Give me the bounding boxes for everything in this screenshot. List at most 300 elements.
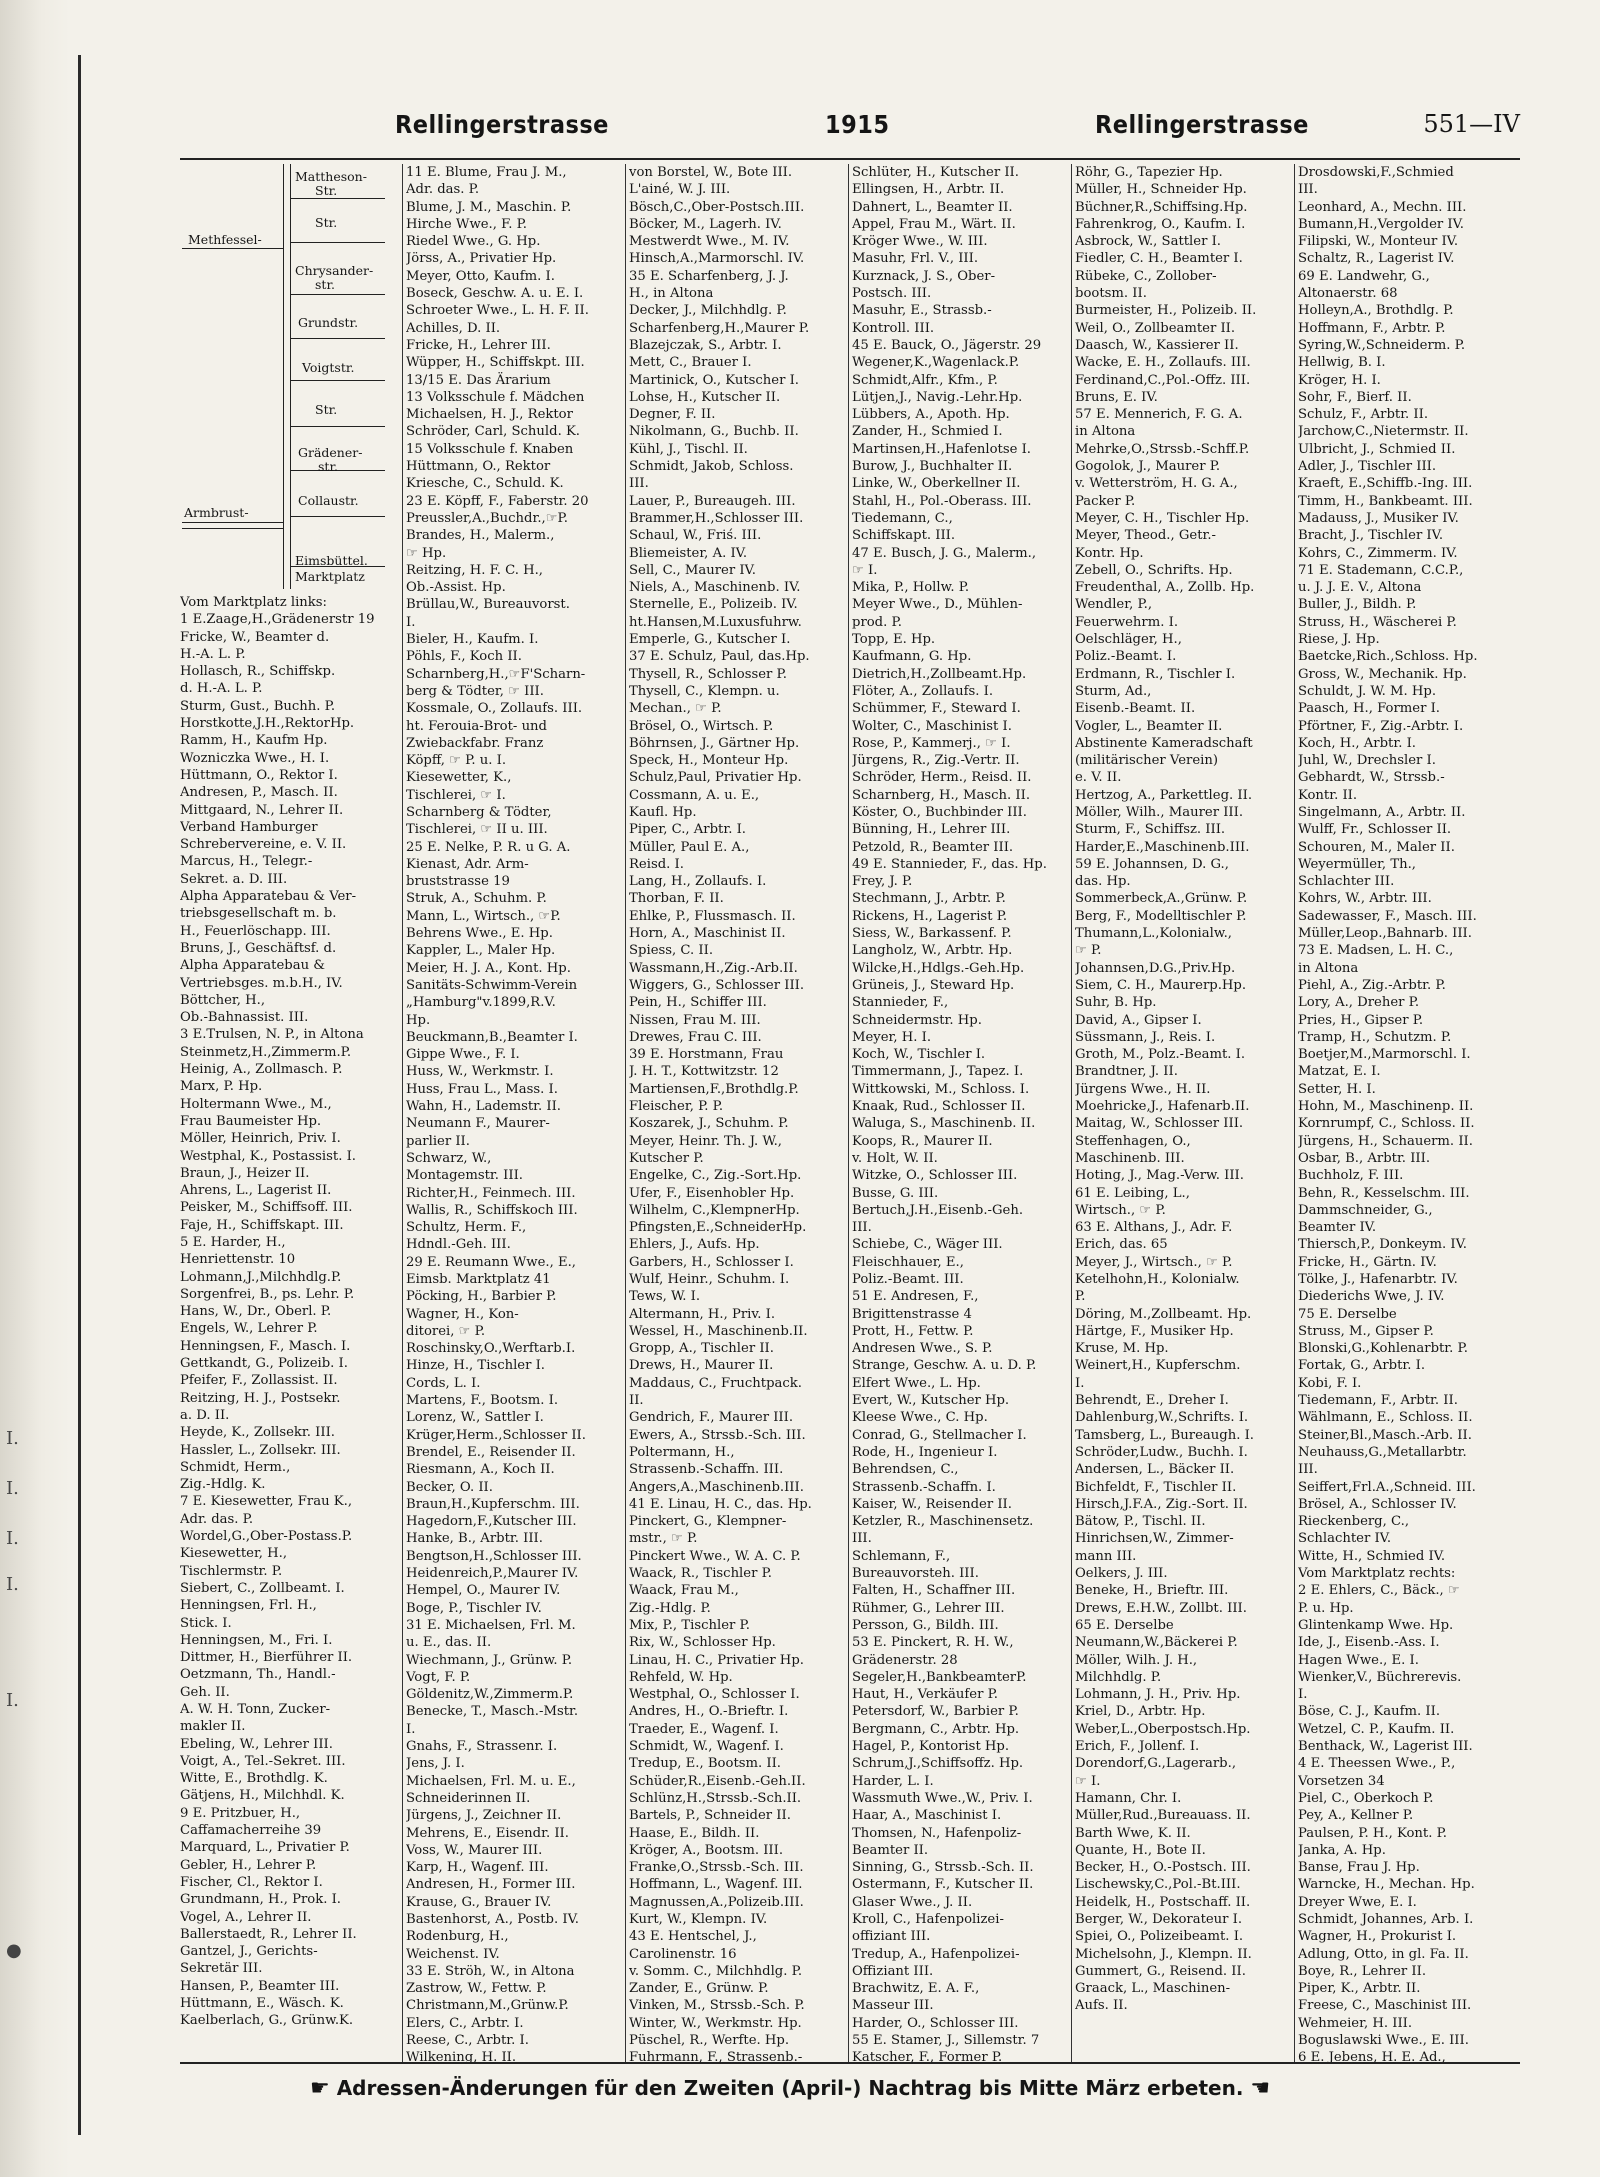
directory-entry-line: Schuldt, J. W. M. Hp. xyxy=(1298,683,1437,699)
header-year: 1915 xyxy=(825,110,890,139)
directory-entry-line: Ferdinand,C.,Pol.-Offz. III. xyxy=(1075,372,1251,388)
directory-entry-line: Gätjens, H., Milchhdl. K. xyxy=(180,1788,345,1804)
directory-entry-line: in Altona xyxy=(1075,424,1136,440)
directory-entry-line: Kriel, D., Arbtr. Hp. xyxy=(1075,1704,1206,1720)
directory-entry-line: Gogolok, J., Maurer P. xyxy=(1075,459,1221,475)
directory-entry-line: Harder, L. I. xyxy=(852,1773,934,1789)
directory-entry-line: Drews, H., Maurer II. xyxy=(629,1358,774,1374)
directory-entry-line: 73 E. Madsen, L. H. C., xyxy=(1298,943,1454,959)
directory-entry-line: 13/15 E. Das Ärarium xyxy=(406,372,551,388)
directory-entry-line: 11 E. Blume, Frau J. M., xyxy=(406,165,567,180)
directory-entry-line: Rode, H., Ingenieur I. xyxy=(852,1444,998,1460)
directory-entry-line: Püschel, R., Werfte. Hp. xyxy=(629,2033,790,2049)
directory-entry-line: Drewes, Frau C. III. xyxy=(629,1029,762,1045)
directory-entry-line: Wassmann,H.,Zig.-Arb.II. xyxy=(629,960,798,976)
directory-entry-line: Schaltz, R., Lagerist IV. xyxy=(1298,251,1455,267)
directory-entry-line: Böcker, M., Lagerh. IV. xyxy=(629,216,782,232)
directory-entry-line: Fiedler, C. H., Beamter I. xyxy=(1075,251,1243,267)
directory-entry-line: Achilles, D. II. xyxy=(406,320,501,336)
directory-entry-line: Steinmetz,H.,Zimmerm.P. xyxy=(180,1044,352,1060)
directory-entry-line: Drews, E.H.W., Zollbt. III. xyxy=(1075,1600,1247,1616)
directory-entry-line: Mechan., ☞ P. xyxy=(629,701,722,717)
directory-entry-line: Degner, F. II. xyxy=(629,407,716,423)
directory-entry-line: Zig.-Hdlg. P. xyxy=(629,1600,711,1616)
directory-entry-line: 35 E. Scharfenberg, J. J. xyxy=(629,268,789,284)
directory-entry-line: Jürgens Wwe., H. II. xyxy=(1075,1081,1211,1097)
directory-entry-line: Caffamacherreihe 39 xyxy=(180,1823,322,1839)
directory-entry-line: Poliz.-Beamt. I. xyxy=(1075,649,1177,665)
directory-entry-line: Schmidt, Jakob, Schloss. xyxy=(629,459,794,475)
directory-entry-line: Rühmer, G., Lehrer III. xyxy=(852,1600,1005,1616)
directory-entry-line: Bumann,H.,Vergolder IV. xyxy=(1298,216,1464,232)
directory-entry-line: Tölke, J., Hafenarbtr. IV. xyxy=(1298,1272,1458,1287)
directory-entry-line: Daasch, W., Kassierer II. xyxy=(1075,337,1239,353)
directory-entry-line: Behrens Wwe., E. Hp. xyxy=(406,926,553,942)
directory-entry-line: Böse, C. J., Kaufm. II. xyxy=(1298,1704,1441,1720)
directory-entry-line: Schüder,R.,Eisenb.-Geh.II. xyxy=(629,1773,806,1789)
directory-entry-line: Stick. I. xyxy=(180,1615,232,1631)
directory-entry-line: Kröger, A., Bootsm. III. xyxy=(629,1842,784,1858)
directory-entry-line: Lütjen,J., Navig.-Lehr.Hp. xyxy=(852,389,1023,405)
directory-entry-line: Thiersch,P., Donkeym. IV. xyxy=(1298,1237,1467,1253)
directory-entry-line: Böttcher, H., xyxy=(180,992,266,1008)
directory-entry-line: Kornrumpf, C., Schloss. II. xyxy=(1298,1116,1475,1132)
pointing-hand-icon: ☛ xyxy=(310,2076,330,2101)
directory-entry-line: J. H. T., Kottwitzstr. 12 xyxy=(629,1064,779,1080)
directory-entry-line: Angers,A.,Maschinenb.III. xyxy=(629,1479,804,1495)
directory-entry-line: Pinckert Wwe., W. A. C. P. xyxy=(629,1548,801,1564)
directory-entry-line: Pein, H., Schiffer III. xyxy=(629,995,767,1011)
directory-entry-line: Kurt, W., Klempn. IV. xyxy=(629,1911,768,1927)
directory-entry-line: Kurznack, J. S., Ober- xyxy=(852,268,996,284)
directory-entry-line: Göldenitz,W.,Zimmerm.P. xyxy=(406,1687,574,1703)
directory-entry-line: Seiffert,Frl.A.,Schneid. III. xyxy=(1298,1479,1476,1495)
directory-entry-line: Brösel, O., Wirtsch. P. xyxy=(629,718,774,734)
street-map xyxy=(180,164,402,594)
directory-entry-line: Topp, E. Hp. xyxy=(852,632,936,648)
directory-entry-line: Hagel, P., Kontorist Hp. xyxy=(852,1739,1010,1755)
directory-entry-line: Hagen Wwe., E. I. xyxy=(1298,1652,1419,1668)
directory-entry-line: Ufer, F., Eisenhobler Hp. xyxy=(629,1185,795,1201)
directory-entry-line: Schneidermstr. Hp. xyxy=(852,1012,982,1028)
directory-entry-line: Richter,H., Feinmech. III. xyxy=(406,1185,576,1201)
directory-entry-line: Ostermann, F., Kutscher II. xyxy=(852,1877,1034,1893)
directory-entry-line: Thysell, R., Schlosser P. xyxy=(629,666,787,682)
directory-entry-line: I. xyxy=(1075,1375,1085,1391)
directory-entry-line: Schulz, F., Arbtr. II. xyxy=(1298,407,1429,423)
directory-entry-line: Erich, F., Jollenf. I. xyxy=(1075,1739,1200,1755)
directory-entry-line: Vinken, M., Strssb.-Sch. P. xyxy=(629,1998,805,2014)
directory-entry-line: Haut, H., Verkäufer P. xyxy=(852,1687,998,1703)
directory-entry-line: Schroeter Wwe., L. H. F. II. xyxy=(406,303,589,319)
directory-entry-line: Henningsen, M., Fri. I. xyxy=(180,1632,333,1648)
directory-entry-line: Setter, H. I. xyxy=(1298,1081,1376,1097)
directory-entry-line: Christmann,M.,Grünw.P. xyxy=(406,1998,569,2014)
directory-entry-line: Martinick, O., Kutscher I. xyxy=(629,372,799,388)
directory-entry-line: Wulff, Fr., Schlosser II. xyxy=(1298,822,1452,838)
directory-entry-line: Spiei, O., Polizeibeamt. I. xyxy=(1075,1929,1244,1945)
directory-entry-line: Sturm, Ad., xyxy=(1075,683,1152,699)
directory-entry-line: Koszarek, J., Schuhm. P. xyxy=(629,1116,789,1132)
directory-entry-line: Juhl, W., Drechsler I. xyxy=(1298,753,1436,769)
directory-entry-line: Neuhauss,G.,Metallarbtr. xyxy=(1298,1444,1467,1460)
directory-entry-line: Fleischer, P. P. xyxy=(629,1099,724,1115)
map-label-marktplatz: Marktplatz xyxy=(295,569,365,584)
directory-entry-line: Bastenhorst, A., Postb. IV. xyxy=(406,1911,579,1927)
directory-entry-line: Tredup, A., Hafenpolizei- xyxy=(852,1946,1020,1962)
directory-entry-line: Hinze, H., Tischler I. xyxy=(406,1358,546,1374)
directory-entry-line: Matzat, E. I. xyxy=(1298,1064,1381,1080)
directory-entry-line: Benecke, T., Masch.-Mstr. xyxy=(406,1704,579,1720)
directory-entry-line: Hüttmann, E., Wäsch. K. xyxy=(180,1996,344,2012)
directory-entry-line: Sekret. a. D. III. xyxy=(180,871,288,887)
map-label-graedener-str: str. xyxy=(318,459,339,474)
directory-entry-line: Harder, O., Schlosser III. xyxy=(852,2015,1019,2031)
directory-entry-line: Wagner, H., Kon- xyxy=(406,1306,519,1322)
directory-entry-line: Oelkers, J. III. xyxy=(1075,1566,1168,1582)
directory-entry-line: Grädenerstr. 28 xyxy=(852,1652,958,1668)
footer-text-row xyxy=(310,2076,1270,2101)
directory-entry-line: Hohn, M., Maschinenp. II. xyxy=(1298,1099,1474,1115)
directory-entry-line: Blonski,G.,Kohlenarbtr. P. xyxy=(1298,1341,1468,1357)
directory-entry-line: Segeler,H.,BankbeamterP. xyxy=(852,1669,1027,1685)
directory-entry-line: Steiner,Bl.,Masch.-Arb. II. xyxy=(1298,1427,1472,1443)
directory-entry-line: Möller, Heinrich, Priv. I. xyxy=(180,1131,341,1147)
directory-entry-line: Schultz, Herm. F., xyxy=(406,1220,527,1236)
directory-entry-line: Buller, J., Bildh. P. xyxy=(1298,597,1417,613)
directory-entry-line: Schlüter, H., Kutscher II. xyxy=(852,165,1019,180)
directory-entry-line: Blume, J. M., Maschin. P. xyxy=(406,199,572,215)
directory-entry-line: Speck, H., Monteur Hp. xyxy=(629,753,789,769)
directory-entry-line: Ketelhohn,H., Kolonialw. xyxy=(1075,1272,1240,1287)
directory-entry-line: Nissen, Frau M. III. xyxy=(629,1012,761,1028)
directory-entry-line: 37 E. Schulz, Paul, das.Hp. xyxy=(629,649,810,665)
directory-entry-line: Braun,H.,Kupferschm. III. xyxy=(406,1496,580,1512)
directory-entry-line: Wolter, C., Maschinist I. xyxy=(852,718,1012,734)
directory-entry-line: Wüpper, H., Schiffskpt. III. xyxy=(406,355,585,371)
directory-entry-line: Diederichs Wwe, J. IV. xyxy=(1298,1289,1445,1305)
directory-entry-line: Johannsen,D.G.,Priv.Hp. xyxy=(1075,960,1236,976)
directory-entry-line: Wittkowski, M., Schloss. I. xyxy=(852,1081,1030,1097)
directory-entry-line: Schouren, M., Maler II. xyxy=(1298,839,1455,855)
directory-entry-line: Evert, W., Kutscher Hp. xyxy=(852,1393,1010,1409)
directory-entry-line: 2 E. Ehlers, C., Bäck., ☞ xyxy=(1298,1583,1460,1599)
directory-entry-line: Brandtner, J. II. xyxy=(1075,1064,1178,1080)
directory-entry-line: Schiffskapt. III. xyxy=(852,528,956,544)
directory-entry-line: Ballerstaedt, R., Lehrer II. xyxy=(180,1926,357,1942)
directory-entry-line: Lorenz, W., Sattler I. xyxy=(406,1410,544,1426)
directory-entry-line: Sanitäts-Schwimm-Verein xyxy=(406,977,578,993)
directory-entry-line: Ewers, A., Strssb.-Sch. III. xyxy=(629,1427,806,1443)
directory-entry-line: Struss, M., Gipser P. xyxy=(1298,1323,1434,1339)
directory-entry-line: Hellwig, B. I. xyxy=(1298,355,1386,371)
directory-entry-line: 47 E. Busch, J. G., Malerm., xyxy=(852,545,1037,561)
directory-entry-line: Nikolmann, G., Buchb. II. xyxy=(629,424,799,440)
directory-entry-line: Baetcke,Rich.,Schloss. Hp. xyxy=(1298,649,1478,665)
directory-entry-line: Jörss, A., Privatier Hp. xyxy=(406,251,557,267)
directory-entry-line: Dahnert, L., Beamter II. xyxy=(852,199,1013,215)
directory-entry-line: Hoting, J., Mag.-Verw. III. xyxy=(1075,1168,1244,1184)
directory-entry-line: Eimsb. Marktplatz 41 xyxy=(406,1272,551,1287)
directory-entry-line: Kappler, L., Maler Hp. xyxy=(406,943,556,959)
directory-entry-line: Freese, C., Maschinist III. xyxy=(1298,1998,1472,2014)
directory-entry-line: Thorban, F. II. xyxy=(629,891,724,907)
directory-entry-line: Holleyn,A., Brothdlg. P. xyxy=(1298,303,1454,319)
directory-entry-line: Sturm, Gust., Buchh. P. xyxy=(180,698,336,714)
directory-entry-line: Winter, W., Werkmstr. Hp. xyxy=(629,2015,802,2031)
directory-entry-line: prod. P. xyxy=(852,614,902,630)
directory-entry-line: Masseur III. xyxy=(852,1998,934,2014)
directory-entry-line: Horn, A., Maschinist II. xyxy=(629,926,786,942)
map-label-graedener: Grädener- xyxy=(298,445,363,460)
directory-entry-line: Sommerbeck,A.,Grünw. P. xyxy=(1075,891,1248,907)
directory-entry-line: Henriettenstr. 10 xyxy=(180,1252,296,1268)
directory-entry-line: 55 E. Stamer, J., Sillemstr. 7 xyxy=(852,2033,1040,2049)
directory-entry-line: Beamter IV. xyxy=(1298,1220,1377,1236)
directory-entry-line: Schröder, Carl, Schuld. K. xyxy=(406,424,580,440)
directory-entry-line: Strassenb.-Schaffn. I. xyxy=(852,1479,996,1495)
directory-entry-line: Böhrnsen, J., Gärtner Hp. xyxy=(629,735,800,751)
directory-entry-line: Gropp, A., Tischler II. xyxy=(629,1341,774,1357)
directory-entry-line: Kroll, C., Hafenpolizei- xyxy=(852,1911,1004,1927)
directory-entry-line: makler II. xyxy=(180,1719,246,1735)
directory-entry-line: Struk, A., Schuhm. P. xyxy=(406,891,547,907)
directory-entry-line: Marquard, L., Privatier P. xyxy=(180,1840,350,1856)
directory-entry-line: Stahl, H., Pol.-Oberass. III. xyxy=(852,493,1032,509)
directory-entry-line: Westphal, O., Schlosser I. xyxy=(629,1687,800,1703)
directory-entry-line: Hansen, P., Beamter III. xyxy=(180,1978,340,1994)
directory-entry-line: Filipski, W., Monteur IV. xyxy=(1298,234,1459,250)
directory-entry-line: Wiechmann, J., Grünw. P. xyxy=(406,1652,573,1668)
directory-entry-line: Behrendsen, C., xyxy=(852,1462,959,1478)
directory-column-2 xyxy=(406,164,622,2064)
directory-entry-line: Sternelle, E., Polizeib. IV. xyxy=(629,597,798,613)
directory-entry-line: Boseck, Geschw. A. u. E. I. xyxy=(406,286,584,302)
directory-entry-line: Glaser Wwe., J. II. xyxy=(852,1894,973,1910)
directory-entry-line: Lohmann,J.,Milchhdlg.P. xyxy=(180,1269,342,1285)
directory-entry-line: Scharnberg & Tödter, xyxy=(406,804,552,820)
directory-entry-line: Sell, C., Maurer IV. xyxy=(629,562,756,578)
directory-entry-line: Westphal, K., Postassist. I. xyxy=(180,1148,356,1164)
gutter-rule xyxy=(78,55,81,2135)
directory-entry-line: 4 E. Theessen Wwe., P., xyxy=(1298,1756,1456,1772)
directory-entry-line: Koops, R., Maurer II. xyxy=(852,1133,993,1149)
directory-entry-line: Burmeister, H., Polizeib. II. xyxy=(1075,303,1257,319)
map-label-methfessel: Methfessel- xyxy=(188,232,262,247)
directory-entry-line: Waack, Frau M., xyxy=(629,1583,739,1599)
directory-entry-line: Altonaerstr. 68 xyxy=(1298,286,1398,302)
map-label-armbrust-str: Str. xyxy=(315,402,338,417)
directory-entry-line: Rieckenberg, C., xyxy=(1298,1514,1410,1530)
directory-entry-line: Paasch, H., Former I. xyxy=(1298,701,1440,717)
directory-entry-line: (militärischer Verein) xyxy=(1075,753,1219,769)
directory-entry-line: Ehlke, P., Flussmasch. II. xyxy=(629,908,796,924)
directory-entry-line: Asbrock, W., Sattler I. xyxy=(1075,234,1221,250)
directory-entry-line: Timm, H., Bankbeamt. III. xyxy=(1298,493,1473,509)
directory-entry-line: Madauss, J., Musiker IV. xyxy=(1298,510,1459,526)
directory-entry-line: Sadewasser, F., Masch. III. xyxy=(1298,908,1477,924)
directory-entry-line: 71 E. Stademann, C.C.P., xyxy=(1298,562,1464,578)
directory-entry-line: Gummert, G., Reisend. II. xyxy=(1075,1963,1246,1979)
directory-entry-line: Carolinenstr. 16 xyxy=(629,1946,737,1962)
directory-entry-line: Jens, J. I. xyxy=(406,1756,465,1772)
directory-entry-line: Bergmann, C., Arbtr. Hp. xyxy=(852,1721,1020,1737)
directory-entry-line: Timmermann, J., Tapez. I. xyxy=(852,1064,1024,1080)
directory-entry-line: 7 E. Kiesewetter, Frau K., xyxy=(180,1494,353,1510)
directory-entry-line: Haar, A., Maschinist I. xyxy=(852,1808,1002,1824)
directory-entry-line: Heidenreich,P.,Maurer IV. xyxy=(406,1566,579,1582)
directory-entry-line: Bertuch,J.H.,Eisenb.-Geh. xyxy=(852,1202,1024,1218)
directory-entry-line: Mehrke,O.,Strssb.-Schff.P. xyxy=(1075,441,1250,457)
directory-entry-line: Neumann F., Maurer- xyxy=(406,1116,550,1132)
directory-entry-line: Paulsen, P. H., Kont. P. xyxy=(1298,1825,1447,1841)
directory-entry-line: Pfeifer, F., Zollassist. II. xyxy=(180,1373,338,1389)
directory-entry-line: Wählmann, E., Schloss. II. xyxy=(1298,1410,1473,1426)
directory-entry-line: Bätow, P., Tischl. II. xyxy=(1075,1514,1206,1530)
directory-entry-line: Ellingsen, H., Arbtr. II. xyxy=(852,182,1005,198)
directory-entry-line: Schrebervereine, e. V. II. xyxy=(180,837,347,853)
column-divider xyxy=(402,164,403,2064)
directory-entry-line: Erich, das. 65 xyxy=(1075,1237,1168,1253)
directory-entry-line: Hans, W., Dr., Oberl. P. xyxy=(180,1304,332,1320)
directory-entry-line: Bieler, H., Kaufm. I. xyxy=(406,632,539,648)
directory-entry-line: Sorgenfrei, B., ps. Lehr. P. xyxy=(180,1286,355,1302)
map-label-chrysander-str: str. xyxy=(315,277,336,292)
directory-entry-line: Dittmer, H., Bierführer II. xyxy=(180,1650,353,1666)
directory-entry-line: Leonhard, A., Mechn. III. xyxy=(1298,199,1467,215)
directory-entry-line: das. Hp. xyxy=(1075,874,1131,890)
directory-entry-line: Reese, C., Arbtr. I. xyxy=(406,2033,529,2049)
directory-entry-line: Hamann, Chr. I. xyxy=(1075,1790,1182,1806)
directory-entry-line: Montagemstr. III. xyxy=(406,1168,523,1184)
directory-entry-line: „Hamburg"v.1899,R.V. xyxy=(406,995,556,1011)
directory-entry-line: Maschinenb. III. xyxy=(1075,1150,1185,1166)
directory-entry-line: Emperle, G., Kutscher I. xyxy=(629,632,791,648)
directory-entry-line: Drosdowski,F.,Schmied xyxy=(1298,165,1454,180)
map-label-collaustr: Collaustr. xyxy=(298,493,359,508)
directory-entry-line: Pfingsten,E.,SchneiderHp. xyxy=(629,1220,807,1236)
directory-entry-line: Gendrich, F., Maurer III. xyxy=(629,1410,794,1426)
map-label-grundstr: Grundstr. xyxy=(298,315,359,330)
directory-entry-line: Andresen, P., Masch. II. xyxy=(180,785,338,801)
directory-entry-line: Thomsen, N., Hafenpoliz- xyxy=(852,1825,1022,1841)
directory-entry-line: Faje, H., Schiffskapt. III. xyxy=(180,1217,344,1233)
directory-entry-line: Krüger,Herm.,Schlosser II. xyxy=(406,1427,586,1443)
directory-entry-line: mann III. xyxy=(1075,1548,1137,1564)
directory-entry-line: Brendel, E., Reisender II. xyxy=(406,1444,576,1460)
directory-entry-line: Sohr, F., Bierf. II. xyxy=(1298,389,1412,405)
directory-entry-line: Martinsen,H.,Hafenlotse I. xyxy=(852,441,1031,457)
directory-entry-line: Schmidt, Herm., xyxy=(180,1459,291,1475)
directory-entry-line: Vogler, L., Beamter II. xyxy=(1075,718,1223,734)
directory-entry-line: Kraeft, E.,Schiffb.-Ing. III. xyxy=(1298,476,1473,492)
directory-entry-line: Poliz.-Beamt. III. xyxy=(852,1272,964,1287)
directory-entry-line: Stannieder, F., xyxy=(852,995,949,1011)
directory-entry-line: Mestwerdt Wwe., M. IV. xyxy=(629,234,790,250)
directory-entry-line: Bichfeldt, F., Tischler II. xyxy=(1075,1479,1237,1495)
directory-entry-line: Henningsen, F., Masch. I. xyxy=(180,1338,351,1354)
directory-entry-line: Martens, F., Bootsm. I. xyxy=(406,1393,559,1409)
directory-column-3 xyxy=(629,164,845,2064)
directory-entry-line: Bureauvorsteh. III. xyxy=(852,1566,979,1582)
directory-entry-line: Witzke, O., Schlosser III. xyxy=(852,1168,1018,1184)
directory-entry-line: Graack, L., Maschinen- xyxy=(1075,1981,1231,1997)
directory-entry-line: Milchhdlg. P. xyxy=(1075,1669,1162,1685)
directory-entry-line: Groth, M., Polz.-Beamt. I. xyxy=(1075,1047,1246,1063)
directory-entry-line: Kohrs, C., Zimmerm. IV. xyxy=(1298,545,1458,561)
directory-entry-line: Müller,Rud.,Bureauass. II. xyxy=(1075,1808,1251,1824)
directory-entry-line: Gippe Wwe., F. I. xyxy=(406,1047,520,1063)
directory-entry-line: Meyer, Heinr. Th. J. W., xyxy=(629,1133,783,1149)
directory-entry-line: 13 Volksschule f. Mädchen xyxy=(406,389,585,405)
directory-entry-line: Pey, A., Kellner P. xyxy=(1298,1808,1414,1824)
directory-entry-line: Steffenhagen, O., xyxy=(1075,1133,1191,1149)
directory-entry-line: Riesmann, A., Koch II. xyxy=(406,1462,555,1478)
directory-entry-line: Kontr. II. xyxy=(1298,787,1358,803)
directory-entry-line: Wiggers, G., Schlosser III. xyxy=(629,977,805,993)
directory-entry-line: Ulbricht, J., Schmied II. xyxy=(1298,441,1456,457)
directory-entry-line: Kaiser, W., Reisender II. xyxy=(852,1496,1012,1512)
directory-entry-line: Garbers, H., Schlosser I. xyxy=(629,1254,794,1270)
directory-entry-line: offiziant III. xyxy=(852,1929,931,1945)
directory-entry-line: Magnussen,A.,Polizeib.III. xyxy=(629,1894,804,1910)
directory-entry-line: 69 E. Landwehr, G., xyxy=(1298,268,1430,284)
directory-entry-line: Singelmann, A., Arbtr. II. xyxy=(1298,804,1466,820)
directory-entry-line: Fortak, G., Arbtr. I. xyxy=(1298,1358,1426,1374)
directory-entry-line: Kröger, H. I. xyxy=(1298,372,1381,388)
directory-entry-line: Witte, E., Brothdlg. K. xyxy=(180,1771,328,1787)
directory-entry-line: Schrum,J.,Schiffsoffz. Hp. xyxy=(852,1756,1024,1772)
directory-entry-line: Aufs. II. xyxy=(1075,1998,1128,2014)
left-edge-marks: I. I. I. I. I. ● xyxy=(6,1428,22,1961)
directory-entry-line: Conrad, G., Stellmacher I. xyxy=(852,1427,1027,1443)
directory-entry-line: Sturm, F., Schiffsz. III. xyxy=(1075,822,1226,838)
directory-entry-line: Strange, Geschw. A. u. D. P. xyxy=(852,1358,1037,1374)
directory-entry-line: Syring,W.,Schneiderm. P. xyxy=(1298,337,1466,353)
directory-entry-line: Masuhr, E., Strassb.- xyxy=(852,303,992,319)
directory-entry-line: Kiesewetter, H., xyxy=(180,1546,288,1562)
directory-entry-line: Wilkening, H. II. xyxy=(406,2050,517,2064)
directory-entry-line: Schröder, Herm., Reisd. II. xyxy=(852,770,1032,786)
directory-entry-line: Decker, J., Milchhdlg. P. xyxy=(629,303,787,319)
directory-entry-line: Scharfenberg,H.,Maurer P. xyxy=(629,320,810,336)
header-street-left: Rellingerstrasse xyxy=(395,110,609,139)
directory-entry-line: Blazejczak, S., Arbtr. I. xyxy=(629,337,782,353)
directory-entry-line: Elfert Wwe., L. Hp. xyxy=(852,1375,981,1391)
directory-entry-line: Weichenst. IV. xyxy=(406,1946,500,1962)
directory-entry-line: Adr. das. P. xyxy=(180,1511,254,1527)
directory-entry-line: Zig.-Hdlg. K. xyxy=(180,1477,266,1493)
directory-entry-line: Wirtsch., ☞ P. xyxy=(1075,1202,1166,1218)
directory-entry-line: Jarchow,C.,Nietermstr. II. xyxy=(1298,424,1469,440)
directory-entry-line: triebsgesellschaft m. b. xyxy=(180,906,337,922)
directory-entry-line: Pries, H., Gipser P. xyxy=(1298,1012,1424,1028)
directory-entry-line: Dreyer Wwe, E. I. xyxy=(1298,1894,1417,1910)
directory-entry-line: Ketzler, R., Maschinensetz. xyxy=(852,1514,1034,1530)
directory-entry-line: Hdndl.-Geh. III. xyxy=(406,1237,511,1253)
directory-column-5 xyxy=(1075,164,1291,2064)
map-label-methfessel-str: Str. xyxy=(315,215,338,230)
directory-entry-line: Dietrich,H.,Zollbeamt.Hp. xyxy=(852,666,1027,682)
directory-entry-line: Riese, J. Hp. xyxy=(1298,632,1380,648)
directory-entry-line: Tredup, E., Bootsm. II. xyxy=(629,1756,782,1772)
directory-page xyxy=(180,100,1520,2160)
directory-entry-line: Hüttmann, O., Rektor I. xyxy=(180,767,338,783)
directory-entry-line: Bengtson,H.,Schlosser III. xyxy=(406,1548,582,1564)
directory-entry-line: Hp. xyxy=(406,1012,431,1028)
directory-entry-line: in Altona xyxy=(1298,960,1359,976)
directory-entry-line: Tischlerei, ☞ I. xyxy=(406,787,506,803)
